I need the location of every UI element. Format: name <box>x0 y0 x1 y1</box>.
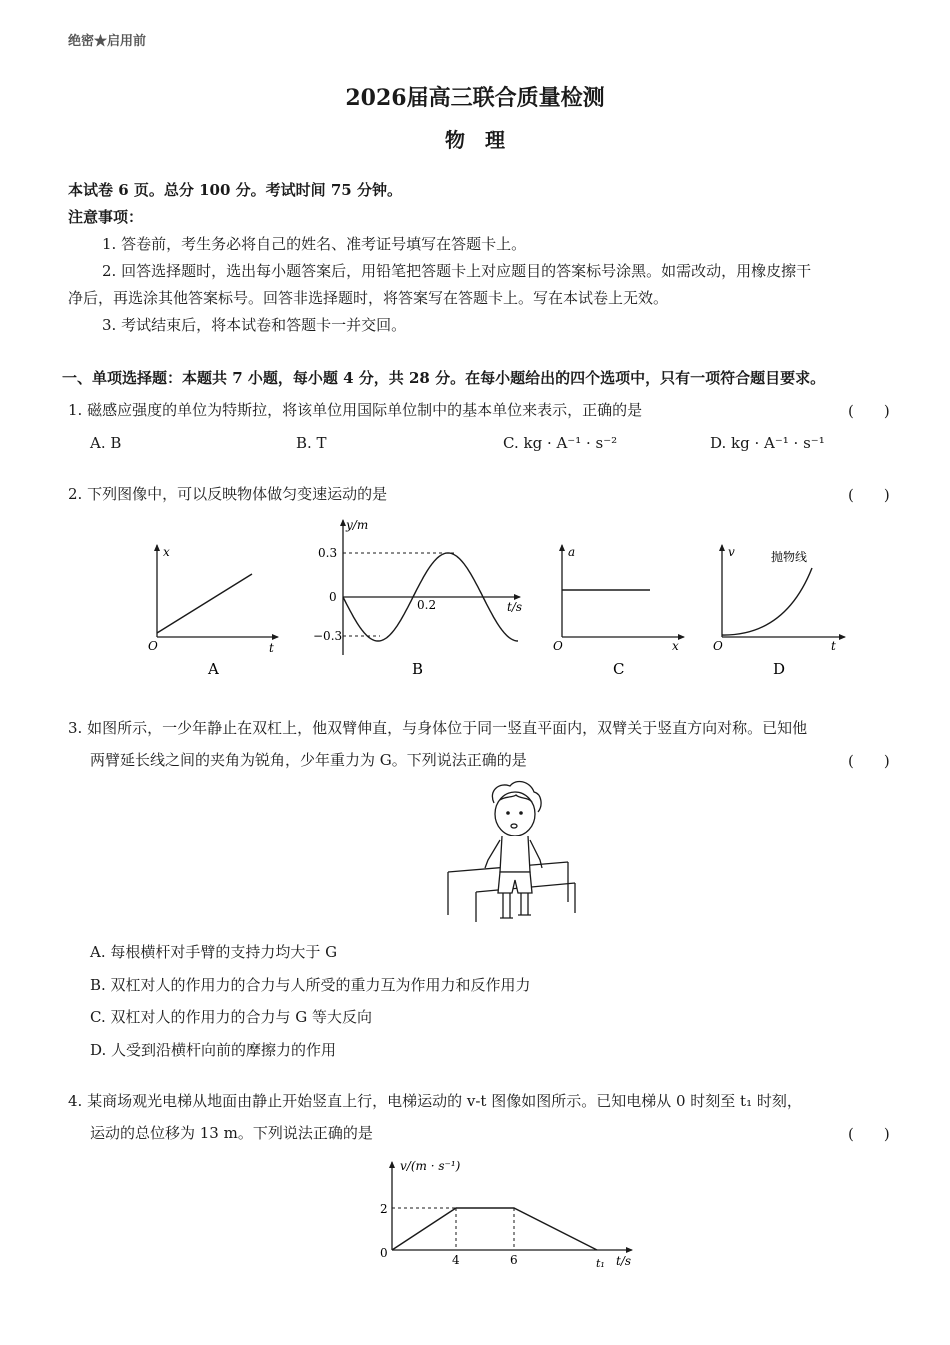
graph-b-tick-neg: −0.3 <box>313 629 343 643</box>
graph-d-origin: O <box>713 639 723 653</box>
q4-xlabel: t/s <box>616 1254 632 1268</box>
notice-3: 3. 考试结束后，将本试卷和答题卡一并交回。 <box>102 316 407 334</box>
graph-b-ylabel: y/m <box>346 518 369 532</box>
graph-b-tick-pos: 0.3 <box>318 546 338 560</box>
graph-b-tick-x: 0.2 <box>417 598 437 612</box>
q4-answer-paren: ( ) <box>848 1125 890 1143</box>
graph-d <box>713 545 845 678</box>
confidential-mark: 绝密★启用前 <box>68 34 147 49</box>
graph-d-note: 抛物线 <box>771 550 808 564</box>
q4-ylabel: v/(m · s⁻¹) <box>400 1159 461 1173</box>
graph-a-caption: A <box>208 660 219 678</box>
q3-option-b: B. 双杠对人的作用力的合力与人所受的重力互为作用力和反作用力 <box>90 976 531 994</box>
graph-c-xlabel: x <box>672 639 679 653</box>
q3-stem-2: 两臂延长线之间的夹角为锐角，少年重力为 G。下列说法正确的是 <box>90 751 527 769</box>
subject-title: 物 理 <box>445 128 505 152</box>
q3-option-c: C. 双杠对人的作用力的合力与 G 等大反向 <box>90 1008 372 1026</box>
right-eye <box>519 811 523 815</box>
q1-answer-paren: ( ) <box>848 402 890 420</box>
exam-summary: 本试卷 6 页。总分 100 分。考试时间 75 分钟。 <box>68 181 402 199</box>
graph-a <box>148 545 278 678</box>
q1-option-d: D. kg · A⁻¹ · s⁻¹ <box>710 434 825 452</box>
q3-option-a: A. 每根横杆对手臂的支持力均大于 G <box>90 943 338 961</box>
graph-c <box>553 545 684 678</box>
feet <box>500 915 531 918</box>
q1-stem: 1. 磁感应强度的单位为特斯拉，将该单位用国际单位制中的基本单位来表示，正确的是 <box>68 401 643 419</box>
graph-a-line <box>157 574 252 633</box>
q4-origin: 0 <box>380 1246 388 1260</box>
q4-tick-t1: t₁ <box>596 1257 605 1270</box>
graph-a-ylabel: x <box>163 545 170 559</box>
q4-graph <box>380 1159 632 1270</box>
graph-b-tick-zero: 0 <box>329 590 337 604</box>
q2-answer-paren: ( ) <box>848 486 890 504</box>
legs <box>503 893 528 918</box>
q3-stem-1: 3. 如图所示，一少年静止在双杠上，他双臂伸直，与身体位于同一竖直平面内，双臂关于竖直方向对称。已知他 <box>68 719 808 737</box>
left-eye <box>506 811 510 815</box>
graph-b-xlabel: t/s <box>507 600 523 614</box>
boy-on-parallel-bars-illustration <box>448 781 575 922</box>
q4-vt-line <box>392 1208 597 1250</box>
q4-stem-1: 4. 某商场观光电梯从地面由静止开始竖直上行，电梯运动的 v-t 图像如图所示。已知电梯从 0 时刻至 t₁ 时刻， <box>68 1092 802 1110</box>
graph-c-caption: C <box>613 660 625 678</box>
q4-tick-x6: 6 <box>510 1253 518 1267</box>
q4-tick-x4: 4 <box>452 1253 460 1267</box>
graph-b-caption: B <box>412 660 424 678</box>
q3-answer-paren: ( ) <box>848 752 890 770</box>
graph-d-ylabel: v <box>728 545 735 559</box>
exam-title: 2026届高三联合质量检测 <box>345 85 605 111</box>
graph-d-caption: D <box>773 660 786 678</box>
graph-d-curve <box>722 568 812 635</box>
shorts <box>498 872 532 893</box>
graph-a-origin: O <box>148 639 158 653</box>
q4-stem-2: 运动的总位移为 13 m。下列说法正确的是 <box>90 1124 373 1142</box>
q2-stem: 2. 下列图像中，可以反映物体做匀变速运动的是 <box>68 485 388 503</box>
q1-option-b: B. T <box>296 434 327 452</box>
notice-2a: 2. 回答选择题时，选出每小题答案后，用铅笔把答题卡上对应题目的答案标号涂黑。如需改动，用橡皮擦干 <box>102 262 812 280</box>
torso <box>500 836 530 872</box>
notice-title: 注意事项： <box>68 208 144 226</box>
graph-c-ylabel: a <box>568 545 576 559</box>
q4-tick-y: 2 <box>380 1202 388 1216</box>
q3-option-d: D. 人受到沿横杆向前的摩擦力的作用 <box>90 1041 337 1059</box>
graph-c-origin: O <box>553 639 563 653</box>
notice-2b: 净后，再选涂其他答案标号。回答非选择题时，将答案写在答题卡上。写在本试卷上无效。 <box>68 289 669 307</box>
graph-b <box>313 518 522 678</box>
q1-option-c: C. kg · A⁻¹ · s⁻² <box>503 434 618 452</box>
graph-d-xlabel: t <box>831 639 836 653</box>
section-heading: 一、单项选择题：本题共 7 小题，每小题 4 分，共 28 分。在每小题给出的四个选项中，只有一项符合题目要求。 <box>62 369 826 387</box>
graph-a-xlabel: t <box>269 641 274 655</box>
notice-1: 1. 答卷前，考生务必将自己的姓名、准考证号填写在答题卡上。 <box>102 235 527 253</box>
q1-option-a: A. B <box>90 434 122 452</box>
